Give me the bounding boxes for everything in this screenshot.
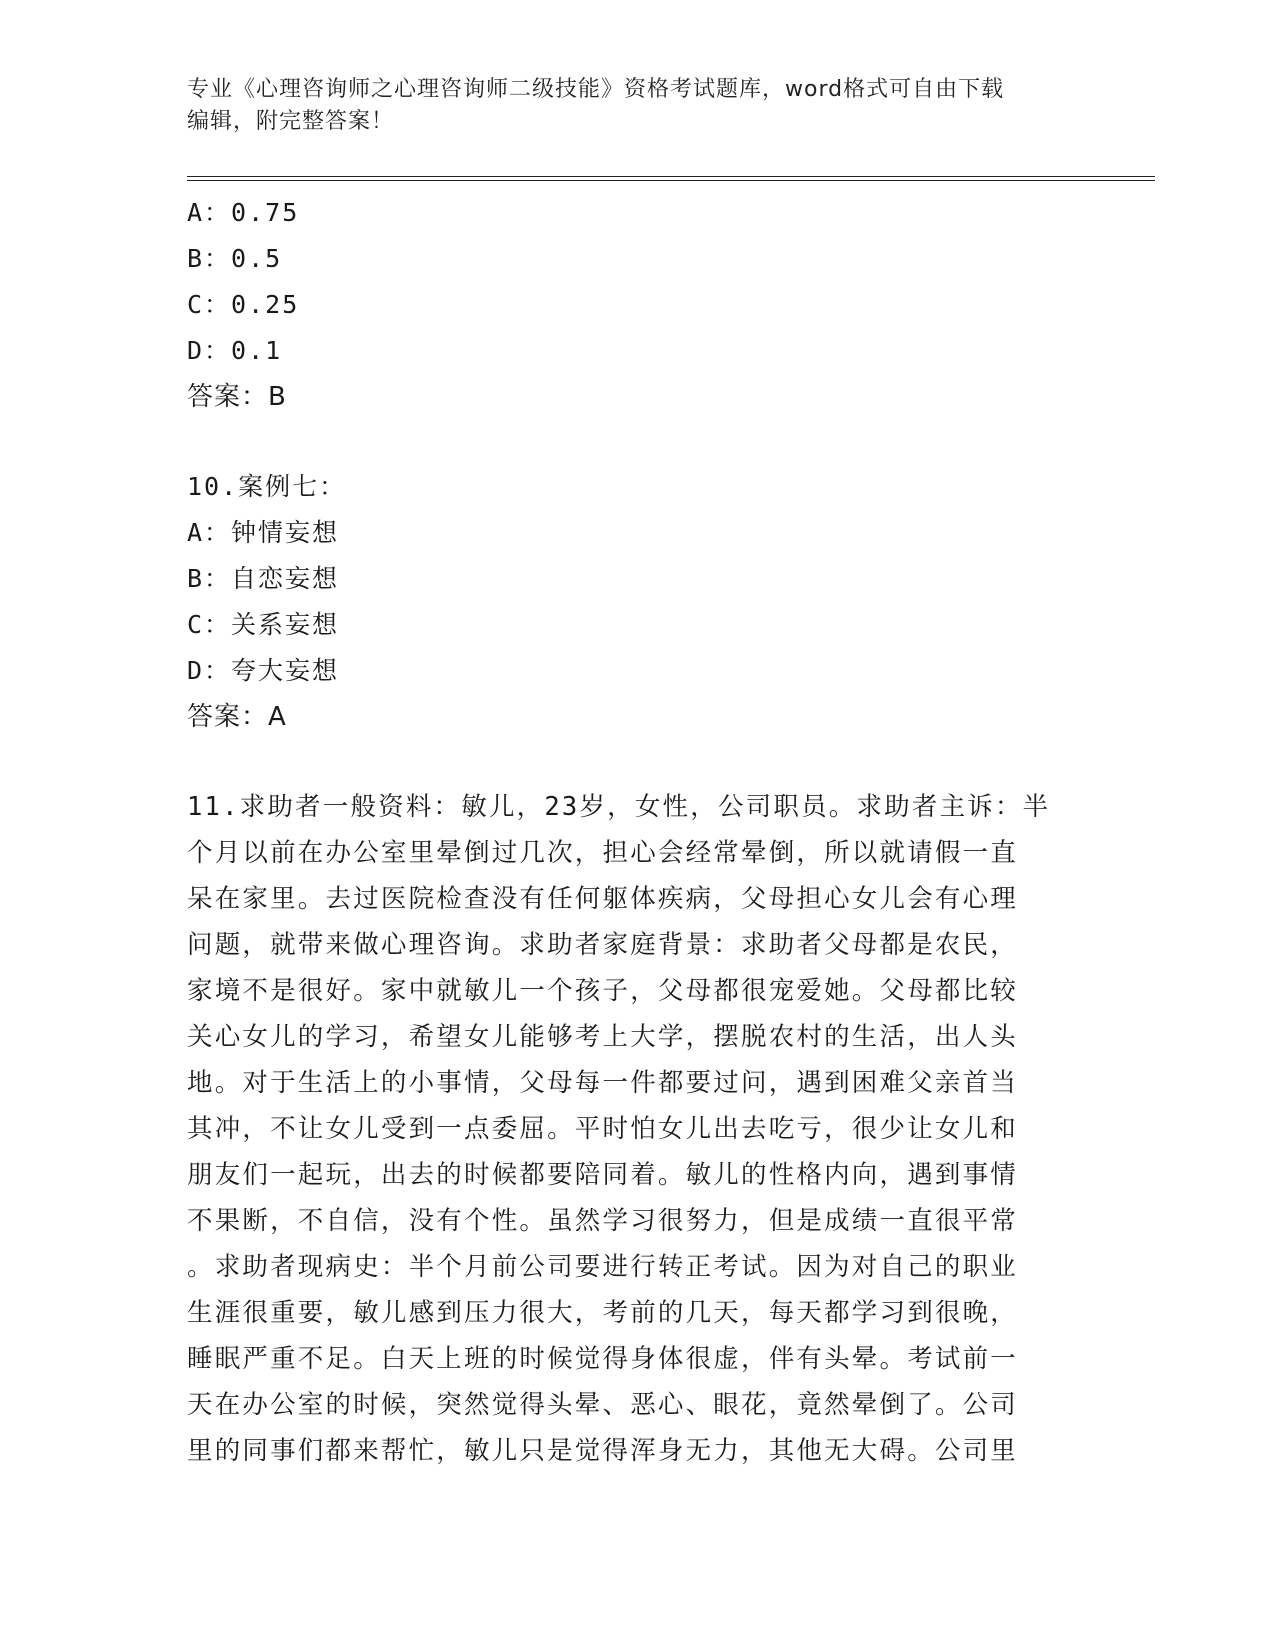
paragraph-line: 地。对于生活上的小事情，父母每一件都要过问，遇到困难父亲首当 xyxy=(187,1068,1019,1098)
paragraph-line: 问题，就带来做心理咨询。求助者家庭背景：求助者父母都是农民， xyxy=(187,930,1019,960)
answer-line: 答案：A xyxy=(187,702,287,732)
option-b: B：自恋妄想 xyxy=(187,564,340,593)
header-line-2: 编辑，附完整答案！ xyxy=(187,109,395,134)
question-9-block xyxy=(187,190,1087,420)
paragraph-line: 睡眠严重不足。白天上班的时候觉得身体很虚，伴有头晕。考试前一 xyxy=(187,1344,1019,1374)
paragraph-line: 其冲，不让女儿受到一点委屈。平时怕女儿出去吃亏，很少让女儿和 xyxy=(187,1114,1019,1144)
page-header xyxy=(187,74,1077,138)
option-a: A：0.75 xyxy=(187,198,300,227)
header-line-1: 专业《心理咨询师之心理咨询师二级技能》资格考试题库，word格式可自由下载 xyxy=(187,77,1005,102)
paragraph-line: 。求助者现病史：半个月前公司要进行转正考试。因为对自己的职业 xyxy=(187,1252,1019,1282)
spacer xyxy=(187,740,1087,784)
question-11-block xyxy=(187,784,1087,1474)
question-title: 10.案例七： xyxy=(187,472,347,501)
option-c: C：0.25 xyxy=(187,290,300,319)
option-c: C：关系妄想 xyxy=(187,610,340,639)
option-a: A：钟情妄想 xyxy=(187,518,340,547)
option-d: D：0.1 xyxy=(187,336,283,365)
paragraph-line: 里的同事们都来帮忙，敏儿只是觉得浑身无力，其他无大碍。公司里 xyxy=(187,1436,1019,1466)
answer-line: 答案：B xyxy=(187,382,287,412)
document-body xyxy=(187,190,1087,1474)
paragraph-line: 关心女儿的学习，希望女儿能够考上大学，摆脱农村的生活，出人头 xyxy=(187,1022,1019,1052)
option-b: B：0.5 xyxy=(187,244,283,273)
paragraph-line: 个月以前在办公室里晕倒过几次，担心会经常晕倒，所以就请假一直 xyxy=(187,838,1019,868)
header-divider xyxy=(187,176,1155,181)
paragraph-line: 天在办公室的时候，突然觉得头晕、恶心、眼花，竟然晕倒了。公司 xyxy=(187,1390,1019,1420)
paragraph-line: 生涯很重要，敏儿感到压力很大，考前的几天，每天都学习到很晚， xyxy=(187,1298,1019,1328)
question-10-block xyxy=(187,464,1087,740)
paragraph-line: 朋友们一起玩，出去的时候都要陪同着。敏儿的性格内向，遇到事情 xyxy=(187,1160,1019,1190)
spacer xyxy=(187,420,1087,464)
paragraph-line: 不果断，不自信，没有个性。虽然学习很努力，但是成绩一直很平常 xyxy=(187,1206,1019,1236)
paragraph-line: 11.求助者一般资料：敏儿，23岁，女性，公司职员。求助者主诉：半 xyxy=(187,792,1051,822)
option-d: D：夸大妄想 xyxy=(187,656,340,685)
paragraph-line: 家境不是很好。家中就敏儿一个孩子，父母都很宠爱她。父母都比较 xyxy=(187,976,1019,1006)
paragraph-line: 呆在家里。去过医院检查没有任何躯体疾病，父母担心女儿会有心理 xyxy=(187,884,1019,914)
